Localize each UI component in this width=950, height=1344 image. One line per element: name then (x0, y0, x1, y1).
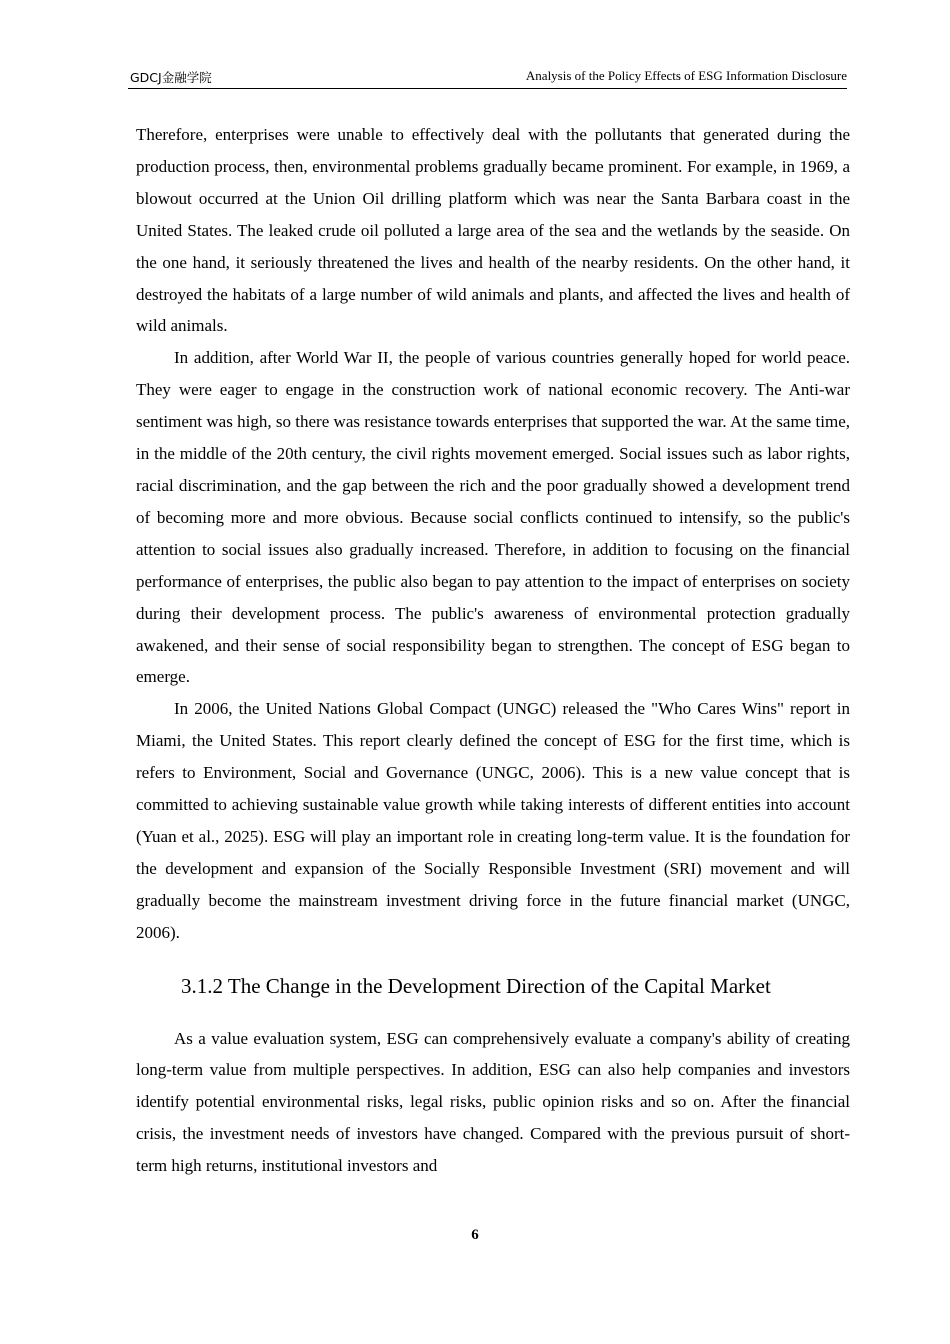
header-institution: GDCJ金融学院 (130, 70, 212, 85)
page-number: 6 (471, 1227, 479, 1243)
paragraph: Therefore, enterprises were unable to effectively deal with the pollutants that generated during the production process, then, environmental problems gradually became prominent. For example, in 1969, a blowout occurred at the Union Oil drilling platform which was near the Santa Barbara coast in the United States. The leaked crude oil polluted a large area of the sea and the wetlands by the seaside. On the one hand, it seriously threatened the lives and health of the nearby residents. On the other hand, it destroyed the habitats of a large number of wild animals and plants, and affected the lives and health of wild animals. (136, 125, 850, 336)
paragraph: In addition, after World War II, the people of various countries generally hoped for world peace. They were eager to engage in the construction work of national economic recovery. The Anti-war sentiment was high, so there was resistance towards enterprises that supported the war. At the same time, in the middle of the 20th century, the civil rights movement emerged. Social issues such as labor rights, racial discrimination, and the gap between the rich and the poor gradually showed a development trend of becoming more and more obvious. Because social conflicts continued to intensify, so the public's attention to social issues also gradually increased. Therefore, in addition to focusing on the financial performance of enterprises, the public also began to pay attention to the impact of enterprises on society during their development process. The public's awareness of environmental protection gradually awakened, and their sense of social responsibility began to strengthen. The concept of ESG began to emerge. (136, 348, 850, 687)
header-title: Analysis of the Policy Effects of ESG Information Disclosure (525, 68, 847, 83)
running-header (128, 66, 847, 89)
paragraph: As a value evaluation system, ESG can comprehensively evaluate a company's ability of creating long-term value from multiple perspectives. In addition, ESG can also help companies and investors identify potential environmental risks, legal risks, public opinion risks and so on. After the financial crisis, the investment needs of investors have changed. Compared with the previous pursuit of short-term high returns, institutional investors and (136, 1028, 850, 1176)
body-text (136, 119, 850, 1182)
section-heading: 3.1.2 The Change in the Development Direction of the Capital Market (181, 973, 771, 998)
paragraph: In 2006, the United Nations Global Compact (UNGC) released the "Who Cares Wins" report in Miami, the United States. This report clearly defined the concept of ESG for the first time, which is refers to Environment, Social and Governance (UNGC, 2006). This is a new value concept that is committed to achieving sustainable value growth while taking interests of different entities into account (Yuan et al., 2025). ESG will play an important role in creating long-term value. It is the foundation for the development and expansion of the Socially Responsible Investment (SRI) movement and will gradually become the mainstream investment driving force in the future financial market (UNGC, 2006). (136, 699, 850, 942)
